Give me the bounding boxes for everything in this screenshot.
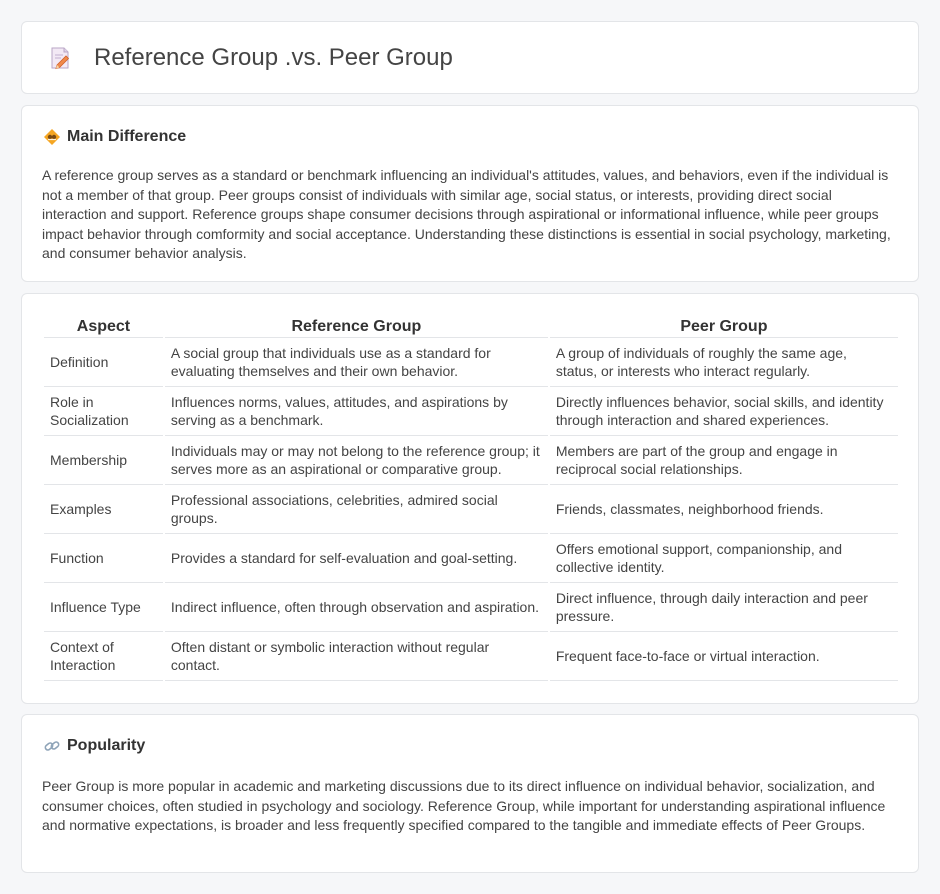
peer-group-cell: Friends, classmates, neighborhood friends. bbox=[550, 485, 898, 534]
popularity-header bbox=[43, 737, 145, 755]
table-row bbox=[44, 436, 898, 485]
table-header-row bbox=[44, 316, 898, 338]
link-icon bbox=[43, 737, 61, 755]
table-row bbox=[44, 485, 898, 534]
main-difference-card bbox=[21, 105, 919, 282]
peer-group-cell: Direct influence, through daily interaction and peer pressure. bbox=[550, 583, 898, 632]
aspect-cell: Context of Interaction bbox=[44, 632, 163, 681]
table-row bbox=[44, 387, 898, 436]
main-difference-heading: Main Difference bbox=[67, 128, 187, 145]
comparison-table bbox=[42, 316, 900, 681]
column-header: Reference Group bbox=[165, 316, 548, 338]
aspect-cell: Examples bbox=[44, 485, 163, 534]
peer-group-cell: A group of individuals of roughly the same age, status, or interests who interact regularly. bbox=[550, 338, 898, 387]
aspect-cell: Role in Socialization bbox=[44, 387, 163, 436]
popularity-card bbox=[21, 714, 919, 873]
popularity-text: Peer Group is more popular in academic and marketing discussions due to its direct influence on individual behavior, socialization, and consumer choices, often studied in psychology and sociology. Reference Group, while important for understanding aspirational influence and normative expectations, is broader and less frequently specified compared to the tangible and immediate effects of Peer Groups. bbox=[42, 778, 886, 834]
main-difference-text: A reference group serves as a standard or benchmark influencing an individual's attitudes, values, and behaviors, even if the individual is not a member of that group. Peer groups consist of individuals with similar age, social status, or interests, providing direct social interaction and support. Reference groups shape consumer decisions through aspirational or informational influence, while peer groups impact behavior through comformity and social acceptance. Understanding these distinctions is essential in social psychology, marketing, and consumer behavior analysis. bbox=[42, 167, 891, 262]
aspect-cell: Definition bbox=[44, 338, 163, 387]
handshake-icon bbox=[43, 128, 61, 146]
table-row bbox=[44, 583, 898, 632]
column-header: Aspect bbox=[44, 316, 163, 338]
table-row bbox=[44, 338, 898, 387]
main-difference-header bbox=[43, 128, 186, 146]
peer-group-cell: Members are part of the group and engage in reciprocal social relationships. bbox=[550, 436, 898, 485]
page-title: Reference Group .vs. Peer Group bbox=[94, 43, 453, 71]
table-row bbox=[44, 534, 898, 583]
reference-group-cell: Often distant or symbolic interaction without regular contact. bbox=[165, 632, 548, 681]
reference-group-cell: Professional associations, celebrities, admired social groups. bbox=[165, 485, 548, 534]
column-header: Peer Group bbox=[550, 316, 898, 338]
reference-group-cell: Indirect influence, often through observation and aspiration. bbox=[165, 583, 548, 632]
aspect-cell: Membership bbox=[44, 436, 163, 485]
title-card bbox=[21, 21, 919, 94]
comparison-card bbox=[21, 293, 919, 704]
reference-group-cell: Individuals may or may not belong to the reference group; it serves more as an aspirational or comparative group. bbox=[165, 436, 548, 485]
reference-group-cell: Influences norms, values, attitudes, and aspirations by serving as a benchmark. bbox=[165, 387, 548, 436]
peer-group-cell: Directly influences behavior, social skills, and identity through interaction and shared experiences. bbox=[550, 387, 898, 436]
peer-group-cell: Frequent face-to-face or virtual interaction. bbox=[550, 632, 898, 681]
document-pen-icon bbox=[46, 44, 74, 72]
aspect-cell: Function bbox=[44, 534, 163, 583]
peer-group-cell: Offers emotional support, companionship, and collective identity. bbox=[550, 534, 898, 583]
reference-group-cell: A social group that individuals use as a standard for evaluating themselves and their own behavior. bbox=[165, 338, 548, 387]
table-row bbox=[44, 632, 898, 681]
aspect-cell: Influence Type bbox=[44, 583, 163, 632]
reference-group-cell: Provides a standard for self-evaluation and goal-setting. bbox=[165, 534, 548, 583]
popularity-heading: Popularity bbox=[67, 737, 146, 754]
